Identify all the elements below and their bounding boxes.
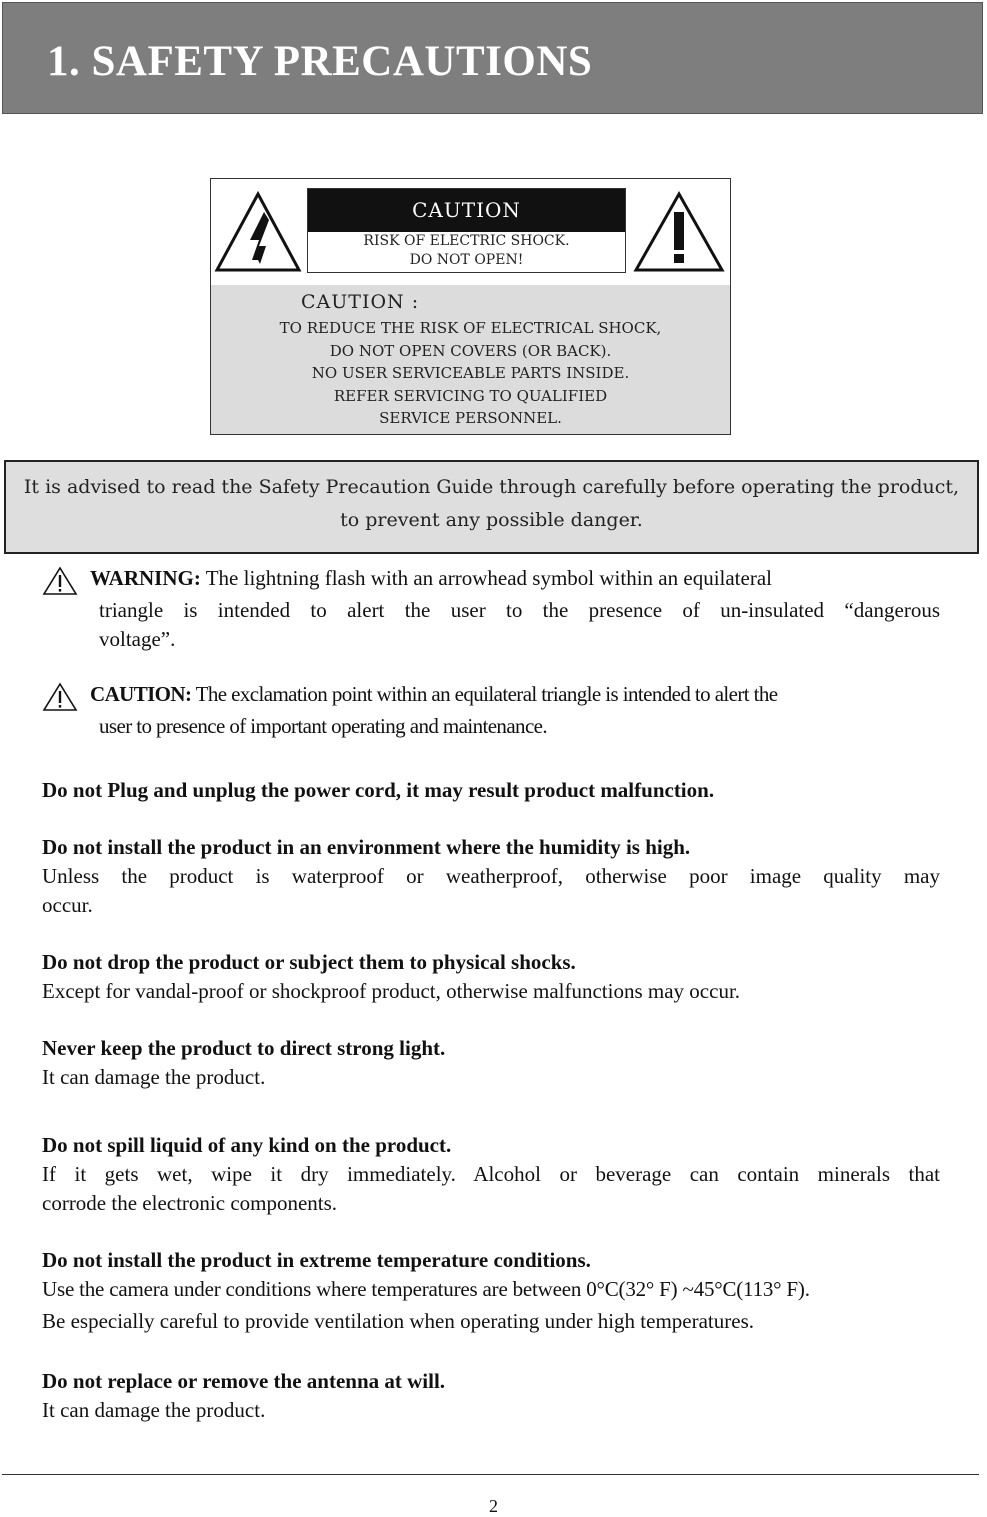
page-title: 1. SAFETY PRECAUTIONS	[47, 38, 593, 85]
advice-box	[4, 460, 979, 554]
item-body: Be especially careful to provide ventilation when operating under high temperatures.	[42, 1309, 755, 1333]
item-block	[42, 1367, 940, 1425]
item-body: It can damage the product.	[42, 1398, 266, 1422]
warning-paragraph	[42, 564, 940, 654]
caution-paragraph	[42, 680, 940, 741]
section-header	[2, 2, 983, 114]
item-body: Unless the product is waterproof or weatherproof, otherwise poor image quality may	[42, 864, 940, 888]
item-title: Do not install the product in an environment where the humidity is high.	[42, 835, 691, 859]
item-title: Never keep the product to direct strong light.	[42, 1036, 446, 1060]
warning-text-line1: The lightning flash with an arrowhead symbol within an equilateral	[205, 566, 772, 590]
item-body: It can damage the product.	[42, 1065, 266, 1089]
item-body: corrode the electronic components.	[42, 1191, 338, 1215]
page-number: 2	[489, 1496, 498, 1516]
item-block	[42, 1131, 940, 1218]
item-body: Use the camera under conditions where temperatures are between 0°C(32° F) ~45°C(113° F).	[42, 1277, 810, 1301]
caution-label-bottom	[211, 285, 730, 434]
caution-label-top	[211, 179, 730, 286]
caution-triangle-icon	[42, 682, 78, 712]
caution-bottom-head: CAUTION :	[301, 291, 420, 313]
item-block	[42, 948, 940, 1006]
warning-label: WARNING:	[90, 566, 201, 590]
warning-text-line3: voltage”.	[99, 627, 176, 651]
item-title: Do not Plug and unplug the power cord, it may result product malfunction.	[42, 778, 715, 802]
advice-line1: It is advised to read the Safety Precaution Guide through carefully before operating the product,	[23, 476, 960, 498]
caution-bottom-line: TO REDUCE THE RISK OF ELECTRICAL SHOCK,	[279, 319, 662, 337]
caution-label: CAUTION:	[90, 682, 192, 706]
lightning-warning-icon	[214, 190, 302, 274]
footer-divider	[2, 1474, 979, 1475]
warning-triangle-icon	[42, 566, 78, 596]
caution-bottom-line: DO NOT OPEN COVERS (OR BACK).	[329, 341, 612, 360]
exclamation-warning-icon	[632, 190, 726, 274]
caution-text-line1: The exclamation point within an equilateral triangle is intended to alert the	[195, 682, 778, 706]
item-title: Do not drop the product or subject them to physical shocks.	[42, 950, 576, 974]
caution-text-line2: user to presence of important operating and maintenance.	[99, 714, 548, 738]
advice-line2: to prevent any possible danger.	[340, 509, 643, 531]
caution-bottom-line: NO USER SERVICEABLE PARTS INSIDE.	[311, 364, 630, 382]
item-body: If it gets wet, wipe it dry immediately. Alcohol or beverage can contain minerals that	[42, 1162, 940, 1186]
item-body: Except for vandal-proof or shockproof product, otherwise malfunctions may occur.	[42, 979, 741, 1003]
caution-box-line2: DO NOT OPEN!	[409, 252, 524, 268]
caution-box	[307, 188, 626, 273]
warning-text-line2: triangle is intended to alert the user to the presence of un-insulated “dangerous	[99, 598, 940, 622]
item-title: Do not install the product in extreme temperature conditions.	[42, 1248, 591, 1272]
caution-label	[210, 178, 731, 435]
item-block	[42, 833, 940, 920]
item-title: Do not replace or remove the antenna at will.	[42, 1369, 446, 1393]
item-title: Do not spill liquid of any kind on the product.	[42, 1133, 452, 1157]
caution-bottom-line: REFER SERVICING TO QUALIFIED	[333, 386, 608, 405]
caution-bottom-line: SERVICE PERSONNEL.	[379, 409, 562, 427]
caution-bottom-lines	[211, 317, 730, 430]
item-block	[42, 1034, 940, 1092]
item-body: occur.	[42, 893, 93, 917]
caution-box-title: CAUTION	[308, 189, 625, 232]
item-block	[42, 1246, 972, 1336]
caution-box-line1: RISK OF ELECTRIC SHOCK.	[363, 233, 570, 249]
